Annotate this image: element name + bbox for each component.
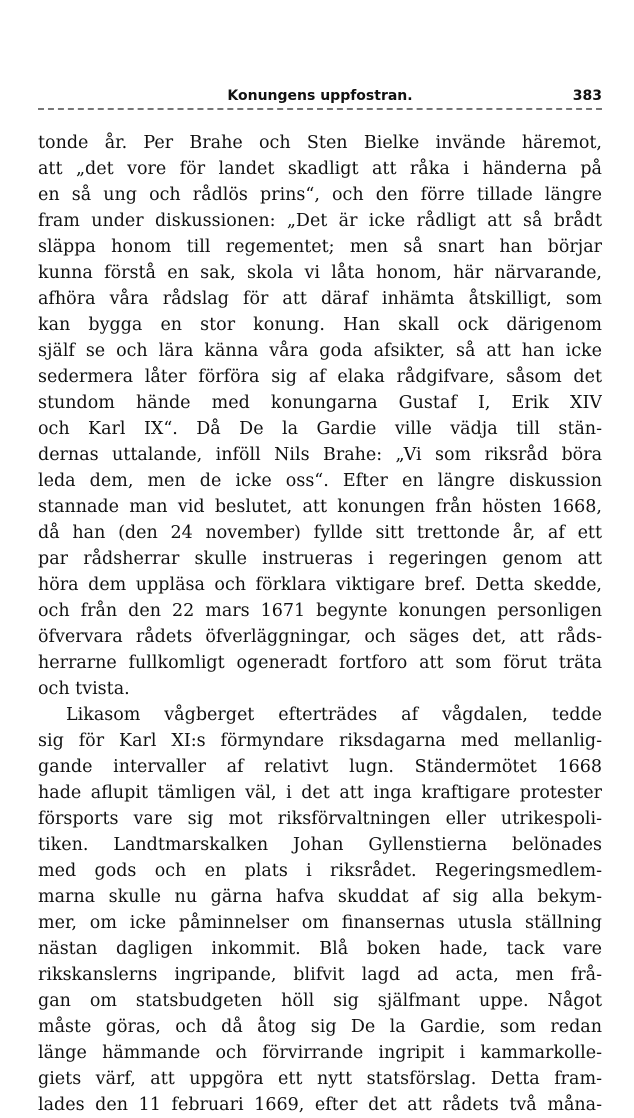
text-line: en så ung och rådlös prins“, och den förre tillade längre xyxy=(38,185,602,205)
text-line: sedermera låter förföra sig af elaka rådgifvare, såsom det xyxy=(38,367,602,387)
text-line-paragraph-start: Likasom vågberget efterträdes af vågdalen, tedde xyxy=(66,705,602,725)
text-line: öfvervara rådets öfverläggningar, och säges det, att råds- xyxy=(38,627,602,647)
text-line: länge hämmande och förvirrande ingripit i kammarkolle- xyxy=(38,1043,602,1063)
text-line: att „det vore för landet skadligt att råka i händerna på xyxy=(38,159,602,179)
text-line: kan bygga en stor konung. Han skall ock därigenom xyxy=(38,315,602,335)
text-line: herrarne fullkomligt ogeneradt fortforo att som förut träta xyxy=(38,653,602,673)
text-line: då han (den 24 november) fyllde sitt trettonde år, af ett xyxy=(38,523,602,543)
text-line: marna skulle nu gärna hafva skuddat af sig alla bekym- xyxy=(38,887,602,907)
text-line: rikskanslerns ingripande, blifvit lagd ad acta, men frå- xyxy=(38,965,602,985)
text-line: afhöra våra rådslag för att däraf inhämta åtskilligt, som xyxy=(38,289,602,309)
text-line: fram under diskussionen: „Det är icke rådligt att så brådt xyxy=(38,211,602,231)
text-line: tiken. Landtmarskalken Johan Gyllenstierna belönades xyxy=(38,835,602,855)
text-line: sig för Karl XI:s förmyndare riksdagarna med mellanlig- xyxy=(38,731,602,751)
page-header xyxy=(38,88,602,112)
text-line: höra dem uppläsa och förklara viktigare bref. Detta skedde, xyxy=(38,575,602,595)
text-line-paragraph-end: och tvista. xyxy=(38,679,130,699)
text-line: och från den 22 mars 1671 begynte konungen personligen xyxy=(38,601,602,621)
text-line: leda dem, men de icke oss“. Efter en längre diskussion xyxy=(38,471,602,491)
text-line: gande intervaller af relativt lugn. Ständermötet 1668 xyxy=(38,757,602,777)
text-line: giets värf, att uppgöra ett nytt statsförslag. Detta fram- xyxy=(38,1069,602,1089)
text-line: par rådsherrar skulle instrueras i regeringen genom att xyxy=(38,549,602,569)
page-number: 383 xyxy=(572,88,602,104)
text-line: hade aflupit tämligen väl, i det att inga kraftigare protester xyxy=(38,783,602,803)
text-line: tonde år. Per Brahe och Sten Bielke invände häremot, xyxy=(38,133,602,153)
header-rule xyxy=(38,108,602,110)
running-title: Konungens uppfostran. xyxy=(227,88,413,104)
text-line: stundom hände med konungarna Gustaf I, Erik XIV xyxy=(38,393,602,413)
text-line: stannade man vid beslutet, att konungen från hösten 1668, xyxy=(38,497,602,517)
text-line: nästan dagligen inkommit. Blå boken hade, tack vare xyxy=(38,939,602,959)
text-line: mer, om icke påminnelser om finansernas utusla ställning xyxy=(38,913,602,933)
text-line: kunna förstå en sak, skola vi låta honom, här närvarande, xyxy=(38,263,602,283)
text-line: släppa honom till regementet; men så snart han börjar xyxy=(38,237,602,257)
text-line: och Karl IX“. Då De la Gardie ville vädja till stän- xyxy=(38,419,602,439)
text-line: dernas uttalande, inföll Nils Brahe: „Vi som riksråd böra xyxy=(38,445,602,465)
text-line: måste göras, och då åtog sig De la Gardie, som redan xyxy=(38,1017,602,1037)
text-line: lades den 11 februari 1669, efter det att rådets två måna- xyxy=(38,1095,602,1115)
body-text xyxy=(38,130,602,1118)
text-line: med gods och en plats i riksrådet. Regeringsmedlem- xyxy=(38,861,602,881)
text-line: försports vare sig mot riksförvaltningen eller utrikespoli- xyxy=(38,809,602,829)
text-line: själf se och lära känna våra goda afsikter, så att han icke xyxy=(38,341,602,361)
text-line: gan om statsbudgeten höll sig själfmant uppe. Något xyxy=(38,991,602,1011)
